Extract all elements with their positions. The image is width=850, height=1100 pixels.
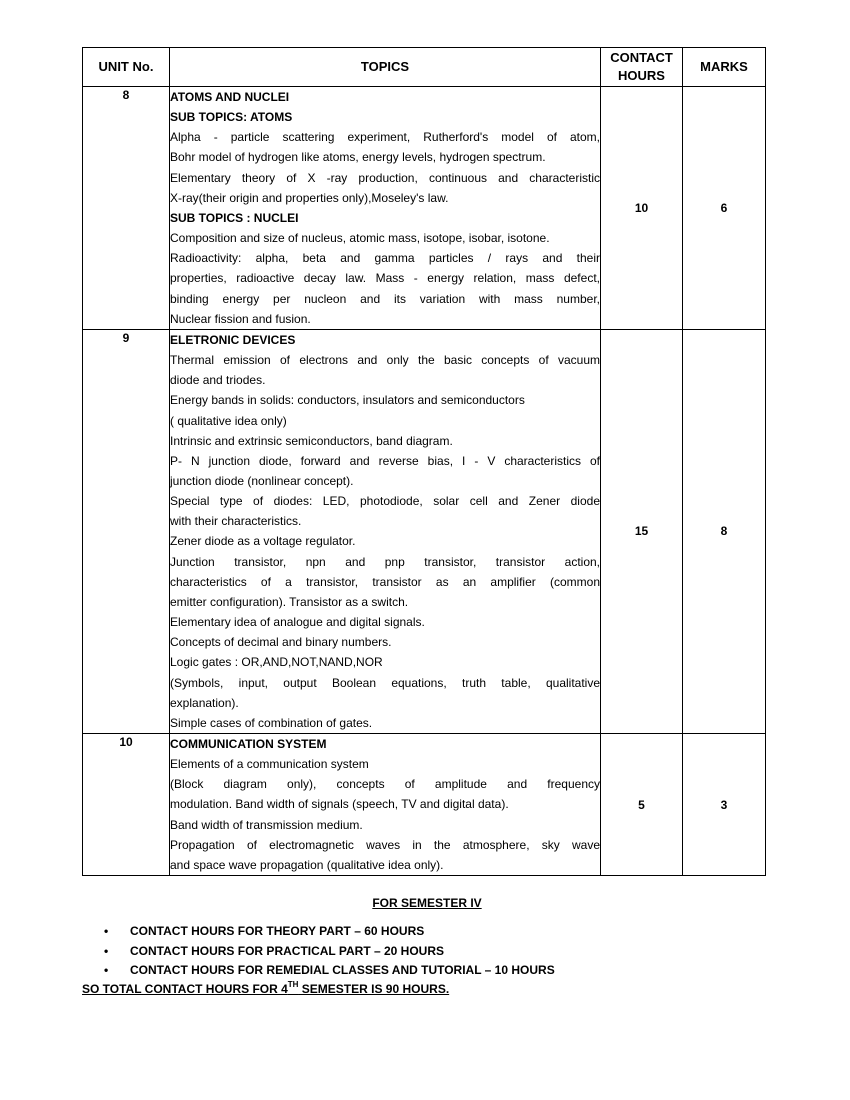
contact-hours-list [82,922,555,981]
topic-heading: ATOMS AND NUCLEI [170,90,290,104]
bullet-icon: • [104,924,109,938]
topic-line: Junction transistor, npn and pnp transistor, transistor action, [170,554,600,569]
contact-hours-value: 5 [601,734,683,876]
topic-line: Elementary idea of analogue and digital signals. [170,615,425,630]
topic-line: Intrinsic and extrinsic semiconductors, band diagram. [170,433,453,448]
total-contact-hours [82,982,449,996]
topics-cell [170,329,601,733]
topic-line: binding energy per nucleon and its variation with mass number, [170,291,600,306]
topics-cell [170,87,601,330]
topic-line: Simple cases of combination of gates. [170,715,373,730]
topic-line: diode and triodes. [170,373,266,388]
topic-line: Elementary theory of X -ray production, continuous and characteristic [170,170,600,185]
topic-line: X-ray(their origin and properties only),Moseley's law. [170,190,449,205]
topic-line: Radioactivity: alpha, beta and gamma particles / rays and their [170,251,600,266]
topic-line: Concepts of decimal and binary numbers. [170,635,392,650]
marks-value: 3 [683,734,766,876]
bullet-icon: • [104,943,109,958]
topic-line: Composition and size of nucleus, atomic mass, isotope, isobar, isotone. [170,231,550,246]
table-body [83,87,766,876]
header-contact-hours-line2: HOURS [618,68,665,83]
marks-value: 6 [683,87,766,330]
topic-heading: SUB TOPICS : NUCLEI [170,210,299,225]
topic-heading: SUB TOPICS: ATOMS [170,110,293,125]
topic-line: Bohr model of hydrogen like atoms, energy levels, hydrogen spectrum. [170,150,546,165]
topic-line: Propagation of electromagnetic waves in the atmosphere, sky wave [170,837,600,852]
table-row [83,329,766,733]
topic-line: Zener diode as a voltage regulator. [170,534,356,549]
topic-line: Special type of diodes: LED, photodiode, solar cell and Zener diode [170,494,600,509]
topic-line: Thermal emission of electrons and only the basic concepts of vacuum [170,353,600,368]
topic-line: Energy bands in solids: conductors, insulators and semiconductors [170,393,525,408]
topic-line: (Symbols, input, output Boolean equations, truth table, qualitative [170,675,600,690]
header-topics: TOPICS [170,48,601,87]
unit-number: 9 [83,329,170,733]
unit-number: 10 [83,734,170,876]
topic-line: characteristics of a transistor, transistor as an amplifier (common [170,574,600,589]
topic-line: emitter configuration). Transistor as a switch. [170,594,409,609]
topic-line: Alpha - particle scattering experiment, Rutherford's model of atom, [170,130,600,145]
ordinal-suffix: TH [287,980,299,989]
marks-value: 8 [683,329,766,733]
header-marks: MARKS [683,48,766,87]
topic-line: and space wave propagation (qualitative idea only). [170,857,444,872]
contact-hours-value: 15 [601,329,683,733]
topic-line: Logic gates : OR,AND,NOT,NAND,NOR [170,655,383,670]
table-row [83,87,766,330]
total-text-start: SO TOTAL CONTACT HOURS FOR 4 [82,982,288,996]
topic-line: explanation). [170,695,239,710]
list-item [82,961,555,981]
contact-hours-value: 10 [601,87,683,330]
total-text-end: SEMESTER IS 90 HOURS. [298,982,450,996]
topics-cell [170,734,601,876]
topic-line: (Block diagram only), concepts of amplitude and frequency [170,777,600,792]
list-item-text: CONTACT HOURS FOR PRACTICAL PART – 20 HOURS [130,943,445,958]
list-item [82,922,555,942]
table-header-row [83,48,766,87]
header-contact-hours-line1: CONTACT [610,50,673,65]
unit-number: 8 [83,87,170,330]
list-item-text: CONTACT HOURS FOR REMEDIAL CLASSES AND TUTORIAL – 10 HOURS [130,963,555,977]
topic-heading: COMMUNICATION SYSTEM [170,737,327,751]
list-item [82,942,555,962]
topic-line: Nuclear fission and fusion. [170,311,311,326]
semester-title: FOR SEMESTER IV [372,896,482,910]
topic-heading: ELETRONIC DEVICES [170,332,296,347]
topic-line: junction diode (nonlinear concept). [170,473,354,488]
topic-line: Elements of a communication system [170,757,369,772]
topic-line: modulation. Band width of signals (speech, TV and digital data). [170,797,509,812]
header-contact-hours [601,48,683,87]
table-row [83,734,766,876]
bullet-icon: • [104,963,109,977]
syllabus-table [82,47,766,876]
topic-line: P- N junction diode, forward and reverse bias, I - V characteristics of [170,453,600,468]
header-unit-no: UNIT No. [83,48,170,87]
topic-line: with their characteristics. [170,514,302,529]
topic-line: properties, radioactive decay law. Mass - energy relation, mass defect, [170,271,600,286]
topic-line: Band width of transmission medium. [170,817,363,832]
list-item-text: CONTACT HOURS FOR THEORY PART – 60 HOURS [130,924,425,938]
topic-line: ( qualitative idea only) [170,413,287,428]
